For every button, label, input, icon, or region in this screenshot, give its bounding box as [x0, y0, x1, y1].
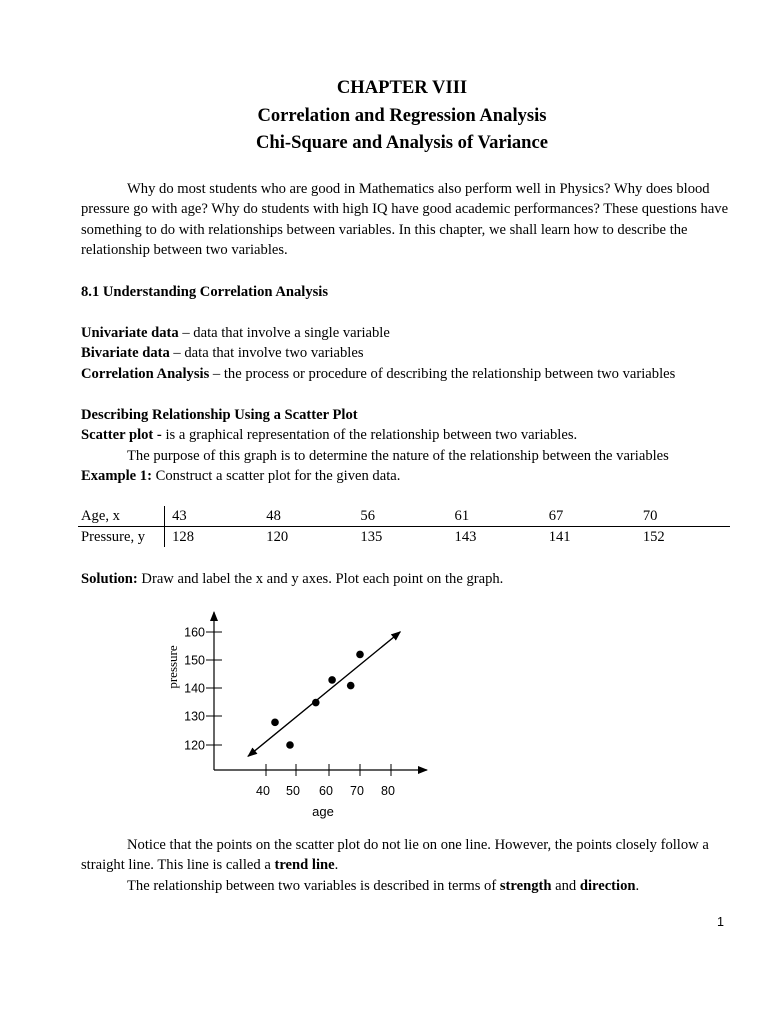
definition-text: – the process or procedure of describing the relationship between two variables: [209, 365, 676, 382]
table-cell: 152: [642, 529, 665, 545]
definition-text: – data that involve two variables: [169, 345, 364, 362]
table-cell: 143: [454, 529, 477, 545]
section-heading: 8.1 Understanding Correlation Analysis: [81, 284, 329, 300]
data-point: [328, 676, 336, 684]
chapter-title-line-2: Chi-Square and Analysis of Variance: [255, 132, 549, 153]
table-cell: 48: [259, 506, 353, 527]
table-cell: 56: [353, 506, 447, 527]
x-tick-label: 60: [319, 784, 333, 798]
table-cell: 128: [172, 529, 195, 545]
table-cell: 141: [548, 529, 571, 545]
example-label: Example 1:: [81, 468, 152, 485]
chapter-heading: CHAPTER VIII: [336, 77, 468, 98]
scatter-heading: Describing Relationship Using a Scatter Plot: [81, 407, 358, 423]
solution-text: Draw and label the x and y axes. Plot each point on the graph.: [137, 571, 504, 587]
definition-term: Univariate data: [81, 325, 179, 341]
row-header-age: Age, x: [78, 506, 165, 527]
notice-text: Notice that the points on the scatter plot do not lie on one line. However, the points closely follow a straight line. This line is called a: [81, 837, 709, 874]
data-point: [271, 719, 279, 727]
x-tick-label: 40: [256, 784, 270, 798]
y-tick-label: 120: [184, 738, 205, 753]
direction-term: direction: [579, 878, 636, 894]
y-tick-label: 160: [184, 625, 205, 640]
x-tick-label: 50: [286, 784, 300, 798]
relationship-paragraph: [81, 876, 731, 896]
chapter-title-line-1: Correlation and Regression Analysis: [257, 105, 547, 126]
x-tick-label: 80: [381, 784, 395, 798]
relationship-and: and: [551, 878, 580, 894]
definition-term: Scatter plot -: [81, 427, 162, 444]
data-point: [286, 741, 294, 749]
table-cell: 61: [448, 506, 542, 527]
y-tick-label: 130: [184, 709, 205, 724]
solution-label: Solution:: [81, 571, 138, 587]
data-point: [347, 682, 355, 690]
x-tick-label: 70: [350, 784, 364, 798]
table-cell: 120: [266, 529, 289, 545]
table-cell: 43: [165, 506, 260, 527]
trend-line: [248, 632, 400, 757]
page-number: 1: [716, 915, 724, 929]
table-cell: 135: [360, 529, 383, 545]
table-cell: 70: [636, 506, 730, 527]
trend-line-term: trend line: [274, 857, 335, 874]
intro-paragraph: Why do most students who are good in Mathematics also perform well in Physics? Why does blood pressure go with age? Why do students with high IQ have good academic performances? These questions have something to do with relationships between variables. In this chapter, we shall learn how to describe the relationship between two variables.: [81, 181, 729, 259]
notice-end: .: [334, 857, 339, 874]
definition-term: Bivariate data: [81, 345, 170, 362]
y-tick-label: 150: [184, 653, 205, 668]
row-header-pressure: Pressure, y: [78, 527, 165, 548]
y-axis-label: pressure: [165, 645, 180, 689]
strength-term: strength: [499, 878, 552, 894]
definition-text: is a graphical representation of the relationship between two variables.: [161, 427, 578, 444]
definition-text: – data that involve a single variable: [178, 325, 390, 341]
x-axis-label: age: [312, 804, 334, 819]
table-cell: 67: [542, 506, 636, 527]
data-point: [356, 651, 364, 659]
data-point: [312, 699, 320, 707]
notice-paragraph: [81, 835, 731, 876]
purpose-text: The purpose of this graph is to determine the nature of the relationship between the variables: [127, 447, 669, 464]
relationship-end: .: [635, 878, 640, 894]
definition-term: Correlation Analysis: [81, 365, 210, 382]
relationship-text: The relationship between two variables is described in terms of: [127, 878, 500, 894]
example-text: Construct a scatter plot for the given data.: [151, 468, 401, 485]
y-tick-label: 140: [184, 681, 205, 696]
